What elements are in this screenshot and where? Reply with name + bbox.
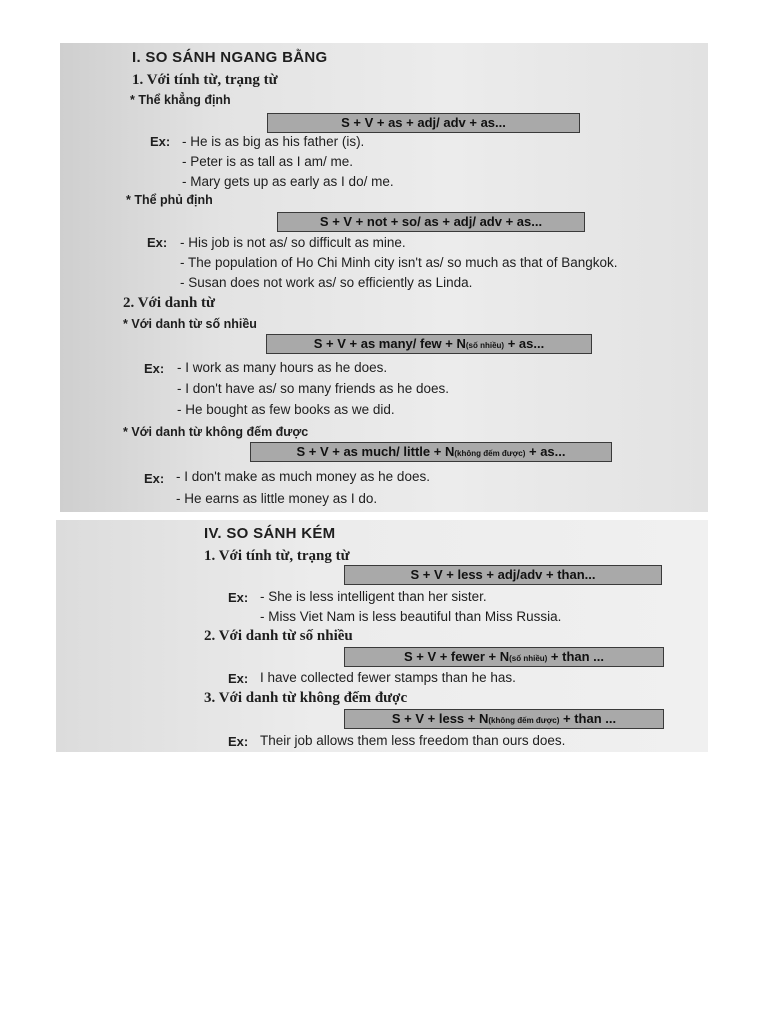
example-line: - His job is not as/ so difficult as mine.	[180, 235, 406, 250]
affirmative-formula: S + V + as + adj/ adv + as...	[267, 113, 580, 133]
plural-noun-heading: 2. Với danh từ số nhiều	[204, 628, 353, 644]
less-plural-formula: S + V + fewer + N(số nhiều) + than ...	[344, 647, 664, 667]
example-line: - I don't make as much money as he does.	[176, 469, 430, 484]
example-line: - Peter is as tall as I am/ me.	[182, 154, 354, 169]
example-line: - He bought as few books as we did.	[177, 402, 395, 417]
example-line: - She is less intelligent than her sister.	[260, 589, 487, 604]
less-adjective-formula: S + V + less + adj/adv + than...	[344, 565, 662, 585]
example-label: Ex:	[144, 471, 165, 486]
example-line: - He is as big as his father (is).	[182, 134, 365, 149]
example-line: Their job allows them less freedom than ours does.	[260, 733, 566, 748]
example-label: Ex:	[150, 134, 171, 149]
negative-label: * Thể phủ định	[126, 193, 213, 207]
example-line: - The population of Ho Chi Minh city isn't as/ so much as that of Bangkok.	[180, 255, 618, 270]
section-title: IV. SO SÁNH KÉM	[204, 525, 336, 542]
plural-noun-label: * Với danh từ số nhiều	[123, 317, 257, 331]
example-line: I have collected fewer stamps than he has.	[260, 670, 516, 685]
noun-heading: 2. Với danh từ	[123, 295, 216, 311]
plural-formula: S + V + as many/ few + N(số nhiều) + as...	[266, 334, 592, 354]
uncountable-noun-label: * Với danh từ không đếm được	[123, 425, 309, 439]
uncountable-noun-heading: 3. Với danh từ không đếm được	[204, 690, 408, 706]
example-line: - I work as many hours as he does.	[177, 360, 388, 375]
example-label: Ex:	[144, 361, 165, 376]
example-label: Ex:	[228, 590, 249, 605]
adjective-heading: 1. Với tính từ, trạng từ	[132, 72, 278, 88]
less-uncountable-formula: S + V + less + N(không đếm được) + than ...	[344, 709, 664, 729]
adjective-heading: 1. Với tính từ, trạng từ	[204, 548, 350, 564]
scan-section-equal-comparison	[60, 43, 708, 512]
example-label: Ex:	[228, 671, 249, 686]
example-line: - Mary gets up as early as I do/ me.	[182, 174, 394, 189]
affirmative-label: * Thể khẳng định	[130, 93, 231, 107]
uncountable-formula: S + V + as much/ little + N(không đếm được) + as...	[250, 442, 612, 462]
example-line: - I don't have as/ so many friends as he does.	[177, 381, 449, 396]
negative-formula: S + V + not + so/ as + adj/ adv + as...	[277, 212, 585, 232]
example-label: Ex:	[228, 734, 249, 749]
example-line: - Miss Viet Nam is less beautiful than Miss Russia.	[260, 609, 562, 624]
example-line: - He earns as little money as I do.	[176, 491, 378, 506]
example-label: Ex:	[147, 235, 168, 250]
example-line: - Susan does not work as/ so efficiently as Linda.	[180, 275, 473, 290]
scan-section-less-comparison	[56, 520, 708, 752]
section-title: I. SO SÁNH NGANG BẰNG	[132, 49, 328, 66]
